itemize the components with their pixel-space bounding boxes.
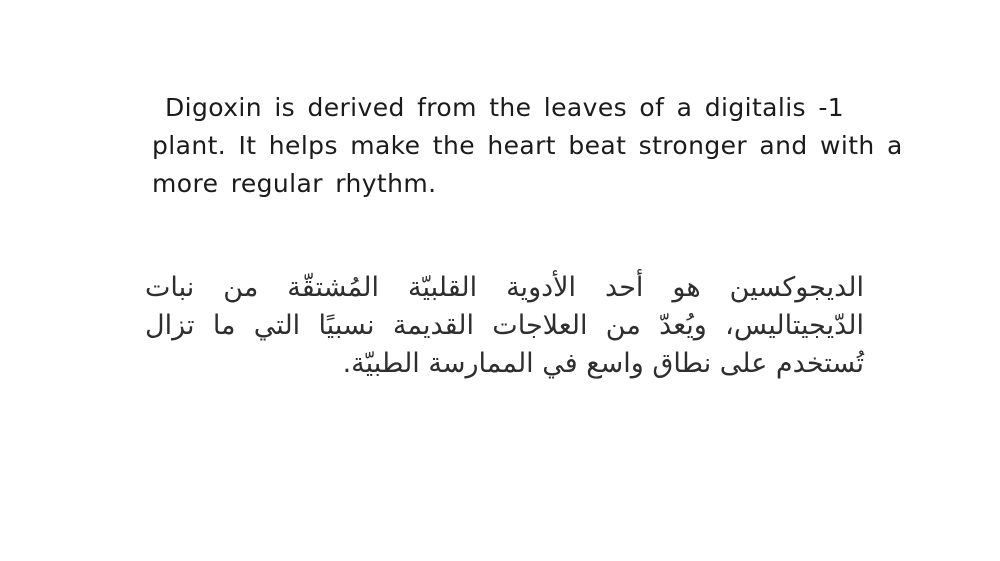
arabic-text-line-3: تُستخدم على نطاق واسع في الممارسة الطبيّة.: [342, 348, 864, 379]
arabic-text-line-1: الديجوكسين هو أحد الأدوية القلبيّة المُشتقّة من نبات: [145, 272, 864, 303]
english-text-line-1: Digoxin is derived from the leaves of a digitalis -1: [165, 93, 845, 122]
arabic-text-line-2: الدّيجيتاليس، ويُعدّ من العلاجات القديمة نسبيًا التي ما تزال: [145, 310, 864, 341]
english-text-line-2: plant. It helps make the heart beat stronger and with a: [152, 131, 903, 160]
arabic-paragraph: [145, 269, 864, 383]
english-text-line-3: more regular rhythm.: [152, 169, 437, 198]
english-paragraph: [152, 89, 903, 203]
